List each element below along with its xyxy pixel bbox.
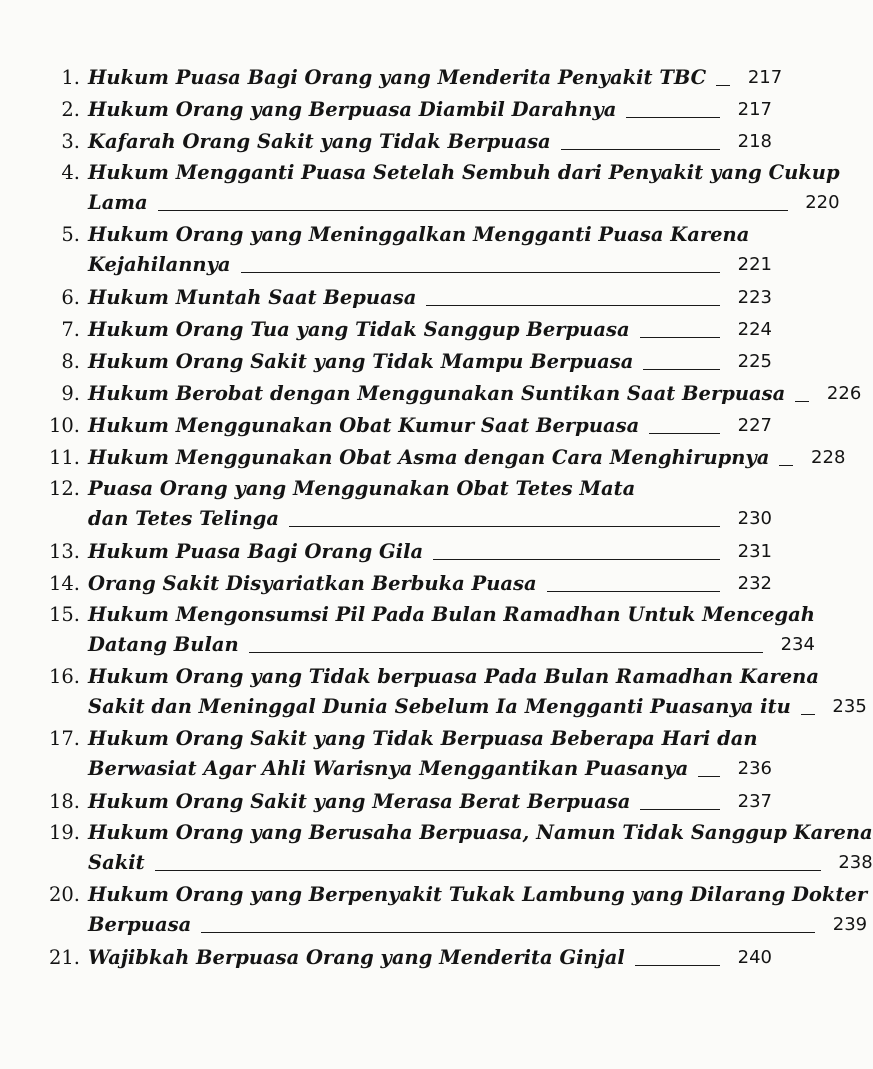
dot-leader-line	[698, 776, 720, 777]
entry-number: 20.	[48, 883, 80, 906]
entry-number: 2.	[61, 98, 80, 121]
page-number: 226	[826, 383, 862, 404]
entry-number: 10.	[48, 414, 80, 437]
dot-leader-line	[249, 652, 763, 653]
entry-title-line: Orang Sakit Disyariatkan Berbuka Puasa	[88, 572, 537, 595]
entry-title-line: Hukum Orang Tua yang Tidak Sanggup Berpuasa	[88, 318, 630, 341]
entry-title-line: Datang Bulan	[88, 633, 239, 656]
toc-entry	[32, 378, 862, 409]
page-number: 224	[737, 319, 772, 340]
entry-title-line: Kejahilannya	[88, 253, 231, 276]
dot-leader-line	[635, 965, 720, 966]
entry-number: 21.	[48, 946, 80, 969]
entry-number: 9.	[61, 382, 80, 405]
page-number: 218	[737, 131, 772, 152]
page-number: 231	[737, 541, 772, 562]
entry-title-line: Hukum Orang Sakit yang Tidak Berpuasa Beberapa Hari dan	[88, 727, 758, 750]
dot-leader-line	[241, 272, 720, 273]
toc-entry	[32, 442, 846, 473]
dot-leader-line	[155, 870, 821, 871]
entry-title-line: Puasa Orang yang Menggunakan Obat Tetes Mata	[88, 477, 636, 500]
entry-title-line: Berwasiat Agar Ahli Warisnya Menggantikan Puasanya	[88, 757, 689, 780]
toc-entry	[32, 724, 772, 784]
page-number: 235	[832, 696, 867, 717]
page-number: 230	[737, 508, 772, 529]
entry-number: 8.	[61, 350, 80, 373]
toc-entry	[32, 880, 868, 940]
toc-entry	[32, 314, 772, 345]
toc-entry	[32, 410, 772, 441]
page-number: 236	[737, 758, 772, 779]
page-number: 223	[737, 287, 772, 308]
entry-title-line: Hukum Puasa Bagi Orang yang Menderita Penyakit TBC	[88, 66, 707, 89]
page-number: 239	[832, 914, 868, 935]
entry-number: 4.	[61, 161, 80, 184]
entry-title-line: Hukum Menggunakan Obat Asma dengan Cara Menghirupnya	[88, 446, 770, 469]
dot-leader-line	[201, 932, 815, 933]
dot-leader-line	[547, 591, 720, 592]
entry-title-line: Hukum Puasa Bagi Orang Gila	[88, 540, 424, 563]
toc-entry	[32, 600, 815, 660]
page-number: 238	[838, 852, 873, 873]
table-of-contents	[32, 62, 873, 974]
entry-number: 1.	[61, 66, 80, 89]
page-number: 232	[737, 573, 772, 594]
dot-leader-line	[158, 210, 788, 211]
dot-leader-line	[289, 526, 720, 527]
entry-title-line: Hukum Orang yang Tidak berpuasa Pada Bulan Ramadhan Karena	[88, 665, 819, 688]
entry-number: 13.	[48, 540, 80, 563]
entry-title-line: Hukum Muntah Saat Bepuasa	[88, 286, 417, 309]
entry-title-line: Hukum Orang yang Berpenyakit Tukak Lambung yang Dilarang Dokter	[88, 883, 868, 906]
page-number: 217	[747, 67, 783, 88]
toc-entry	[32, 942, 772, 973]
entry-number: 5.	[61, 223, 80, 246]
entry-title-line: Hukum Orang yang Berpuasa Diambil Darahnya	[88, 98, 617, 121]
entry-title-line: Berpuasa	[88, 913, 192, 936]
toc-entry	[32, 126, 772, 157]
entry-number: 12.	[48, 477, 80, 500]
page-number: 220	[805, 192, 840, 213]
toc-entry	[32, 346, 772, 377]
dot-leader-line	[433, 559, 720, 560]
entry-number: 11.	[48, 446, 80, 469]
entry-title-line: Wajibkah Berpuasa Orang yang Menderita Ginjal	[88, 946, 625, 969]
entry-number: 15.	[48, 603, 80, 626]
page-number: 234	[780, 634, 815, 655]
toc-entry	[32, 474, 772, 534]
entry-number: 17.	[48, 727, 80, 750]
toc-entry	[32, 94, 772, 125]
toc-entry	[32, 568, 772, 599]
entry-title-line: dan Tetes Telinga	[88, 507, 280, 530]
dot-leader-line	[779, 465, 793, 466]
toc-entry	[32, 536, 772, 567]
toc-entry	[32, 220, 772, 280]
entry-title-line: Hukum Orang yang Berusaha Berpuasa, Namun Tidak Sanggup Karena	[88, 821, 873, 844]
entry-title-line: Kafarah Orang Sakit yang Tidak Berpuasa	[88, 130, 551, 153]
entry-number: 7.	[61, 318, 80, 341]
dot-leader-line	[640, 809, 720, 810]
entry-title-line: Hukum Orang Sakit yang Merasa Berat Berpuasa	[88, 790, 631, 813]
entry-number: 3.	[61, 130, 80, 153]
dot-leader-line	[795, 401, 809, 402]
toc-entry	[32, 662, 867, 722]
entry-number: 16.	[48, 665, 80, 688]
page-number: 217	[737, 99, 772, 120]
entry-number: 19.	[48, 821, 80, 844]
dot-leader-line	[649, 433, 720, 434]
dot-leader-line	[801, 714, 815, 715]
entry-number: 14.	[48, 572, 80, 595]
toc-entry	[32, 786, 772, 817]
entry-number: 6.	[61, 286, 80, 309]
toc-entry	[32, 158, 840, 218]
entry-title-line: Hukum Orang Sakit yang Tidak Mampu Berpuasa	[88, 350, 634, 373]
entry-title-line: Hukum Berobat dengan Menggunakan Suntikan Saat Berpuasa	[88, 382, 786, 405]
page-number: 240	[737, 947, 772, 968]
entry-number: 18.	[48, 790, 80, 813]
dot-leader-line	[626, 117, 720, 118]
entry-title-line: Sakit	[88, 851, 145, 874]
entry-title-line: Hukum Orang yang Meninggalkan Mengganti Puasa Karena	[88, 223, 750, 246]
dot-leader-line	[426, 305, 720, 306]
toc-entry	[32, 818, 873, 878]
entry-title-line: Hukum Menggunakan Obat Kumur Saat Berpuasa	[88, 414, 640, 437]
page-number: 225	[737, 351, 772, 372]
entry-title-line: Sakit dan Meninggal Dunia Sebelum Ia Mengganti Puasanya itu	[88, 695, 791, 718]
page-number: 228	[811, 447, 846, 468]
page-number: 221	[737, 254, 772, 275]
dot-leader-line	[716, 85, 730, 86]
dot-leader-line	[643, 369, 720, 370]
entry-title-line: Hukum Mengonsumsi Pil Pada Bulan Ramadhan Untuk Mencegah	[88, 603, 815, 626]
entry-title-line: Lama	[88, 191, 148, 214]
toc-entry	[32, 282, 772, 313]
toc-entry	[32, 62, 783, 93]
dot-leader-line	[561, 149, 720, 150]
page-number: 227	[737, 415, 772, 436]
entry-title-line: Hukum Mengganti Puasa Setelah Sembuh dari Penyakit yang Cukup	[88, 161, 840, 184]
page-number: 237	[737, 791, 772, 812]
dot-leader-line	[640, 337, 720, 338]
